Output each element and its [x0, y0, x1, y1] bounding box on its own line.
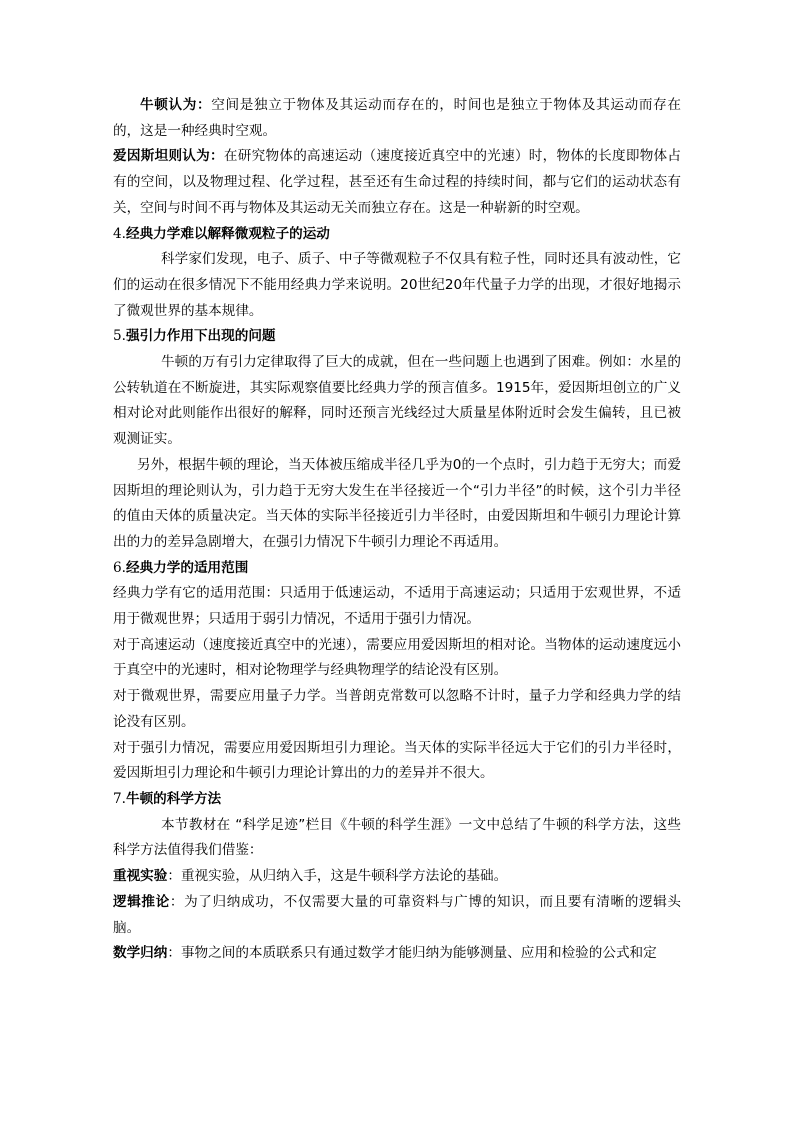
einstein-view-lead: 爱因斯坦则认为： — [113, 148, 224, 165]
method-text-experiment: ：重视实验，从归纳入手，这是牛顿科学方法论的基础。 — [167, 868, 508, 885]
newton-view-paragraph — [113, 93, 681, 144]
section-5-paragraph-1: 牛顿的万有引力定律取得了巨大的成就，但在一些问题上也遇到了困难。例如：水星的公转轨道在不断旋进，其实际观察值要比经典力学的预言值多。1915年，爱因斯坦创立的广义相对论对此则能作出很好的解释，同时还预言光线经过大质量星体附近时会发生偏转，且已被观测证实。 — [113, 354, 681, 448]
method-lead-experiment: 重视实验 — [113, 868, 168, 885]
section-5-title: 强引力作用下出现的问题 — [125, 328, 276, 345]
method-item-logic — [113, 890, 681, 941]
section-6-paragraph-2: 对于高速运动（速度接近真空中的光速），需要应用爱因斯坦的相对论。当物体的运动速度远小于真空中的光速时，相对论物理学与经典物理学的结论没有区别。 — [113, 636, 681, 679]
section-4-paragraph: 科学家们发现，电子、质子、中子等微观粒子不仅具有粒子性，同时还具有波动性，它们的运动在很多情况下不能用经典力学来说明。20世纪20年代量子力学的出现，才很好地揭示了微观世界的基本规律。 — [113, 251, 681, 319]
method-lead-math: 数学归纳 — [113, 945, 168, 962]
section-5-heading — [113, 324, 681, 350]
einstein-view-paragraph — [113, 144, 681, 221]
section-6-paragraph-4: 对于强引力情况，需要应用爱因斯坦引力理论。当天体的实际半径远大于它们的引力半径时，爱因斯坦引力理论和牛顿引力理论计算出的力的差异并不很大。 — [113, 739, 681, 782]
section-7-heading — [113, 787, 681, 813]
section-6-paragraph-3: 对于微观世界，需要应用量子力学。当普朗克常数可以忽略不计时，量子力学和经典力学的结论没有区别。 — [113, 688, 681, 730]
document-page — [113, 93, 681, 967]
section-7-title: 牛顿的科学方法 — [125, 790, 222, 807]
section-4-title: 经典力学难以解释微观粒子的运动 — [125, 225, 330, 242]
method-text-math: ：事物之间的本质联系只有通过数学才能归纳为能够测量、应用和检验的公式和定 — [167, 945, 657, 962]
section-7-number: 7. — [113, 790, 126, 807]
section-5-number: 5. — [113, 328, 126, 345]
method-item-math — [113, 941, 681, 967]
section-5-paragraph-2: 另外，根据牛顿的理论，当天体被压缩成半径几乎为0的一个点时，引力趋于无穷大；而爱因斯坦的理论则认为，引力趋于无穷大发生在半径接近一个“引力半径”的时候，这个引力半径的值由天体的质量决定。当天体的实际半径接近引力半径时，由爱因斯坦和牛顿引力理论计算出的力的差异急剧增大，在强引力情况下牛顿引力理论不再适用。 — [113, 456, 681, 550]
method-text-logic: ：为了归纳成功，不仅需要大量的可靠资料与广博的知识，而且要有清晰的逻辑头脑。 — [113, 893, 682, 936]
section-6-title: 经典力学的适用范围 — [125, 559, 249, 576]
method-item-experiment — [113, 864, 681, 890]
section-4-heading — [113, 222, 681, 248]
einstein-view-text: 在研究物体的高速运动（速度接近真空中的光速）时，物体的长度即物体占有的空间，以及物理过程、化学过程，甚至还有生命过程的持续时间，都与它们的运动状态有关，空间与时间不再与物体及其运动无关而独立存在。这是一种崭新的时空观。 — [113, 148, 682, 216]
newton-view-text: 空间是独立于物体及其运动而存在的，时间也是独立于物体及其运动而存在的，这是一种经典时空观。 — [113, 97, 682, 139]
section-6-number: 6. — [113, 559, 126, 576]
section-7-intro: 本节教材在 “科学足迹”栏目《牛顿的科学生涯》一文中总结了牛顿的科学方法，这些科学方法值得我们借鉴： — [113, 816, 681, 859]
newton-view-lead: 牛顿认为： — [140, 97, 212, 113]
section-6-paragraph-1: 经典力学有它的适用范围：只适用于低速运动，不适用于高速运动；只适用于宏观世界，不适用于微观世界；只适用于弱引力情况，不适用于强引力情况。 — [113, 585, 681, 628]
method-lead-logic: 逻辑推论 — [113, 893, 170, 910]
section-6-heading — [113, 556, 681, 582]
section-4-number: 4. — [113, 225, 126, 242]
